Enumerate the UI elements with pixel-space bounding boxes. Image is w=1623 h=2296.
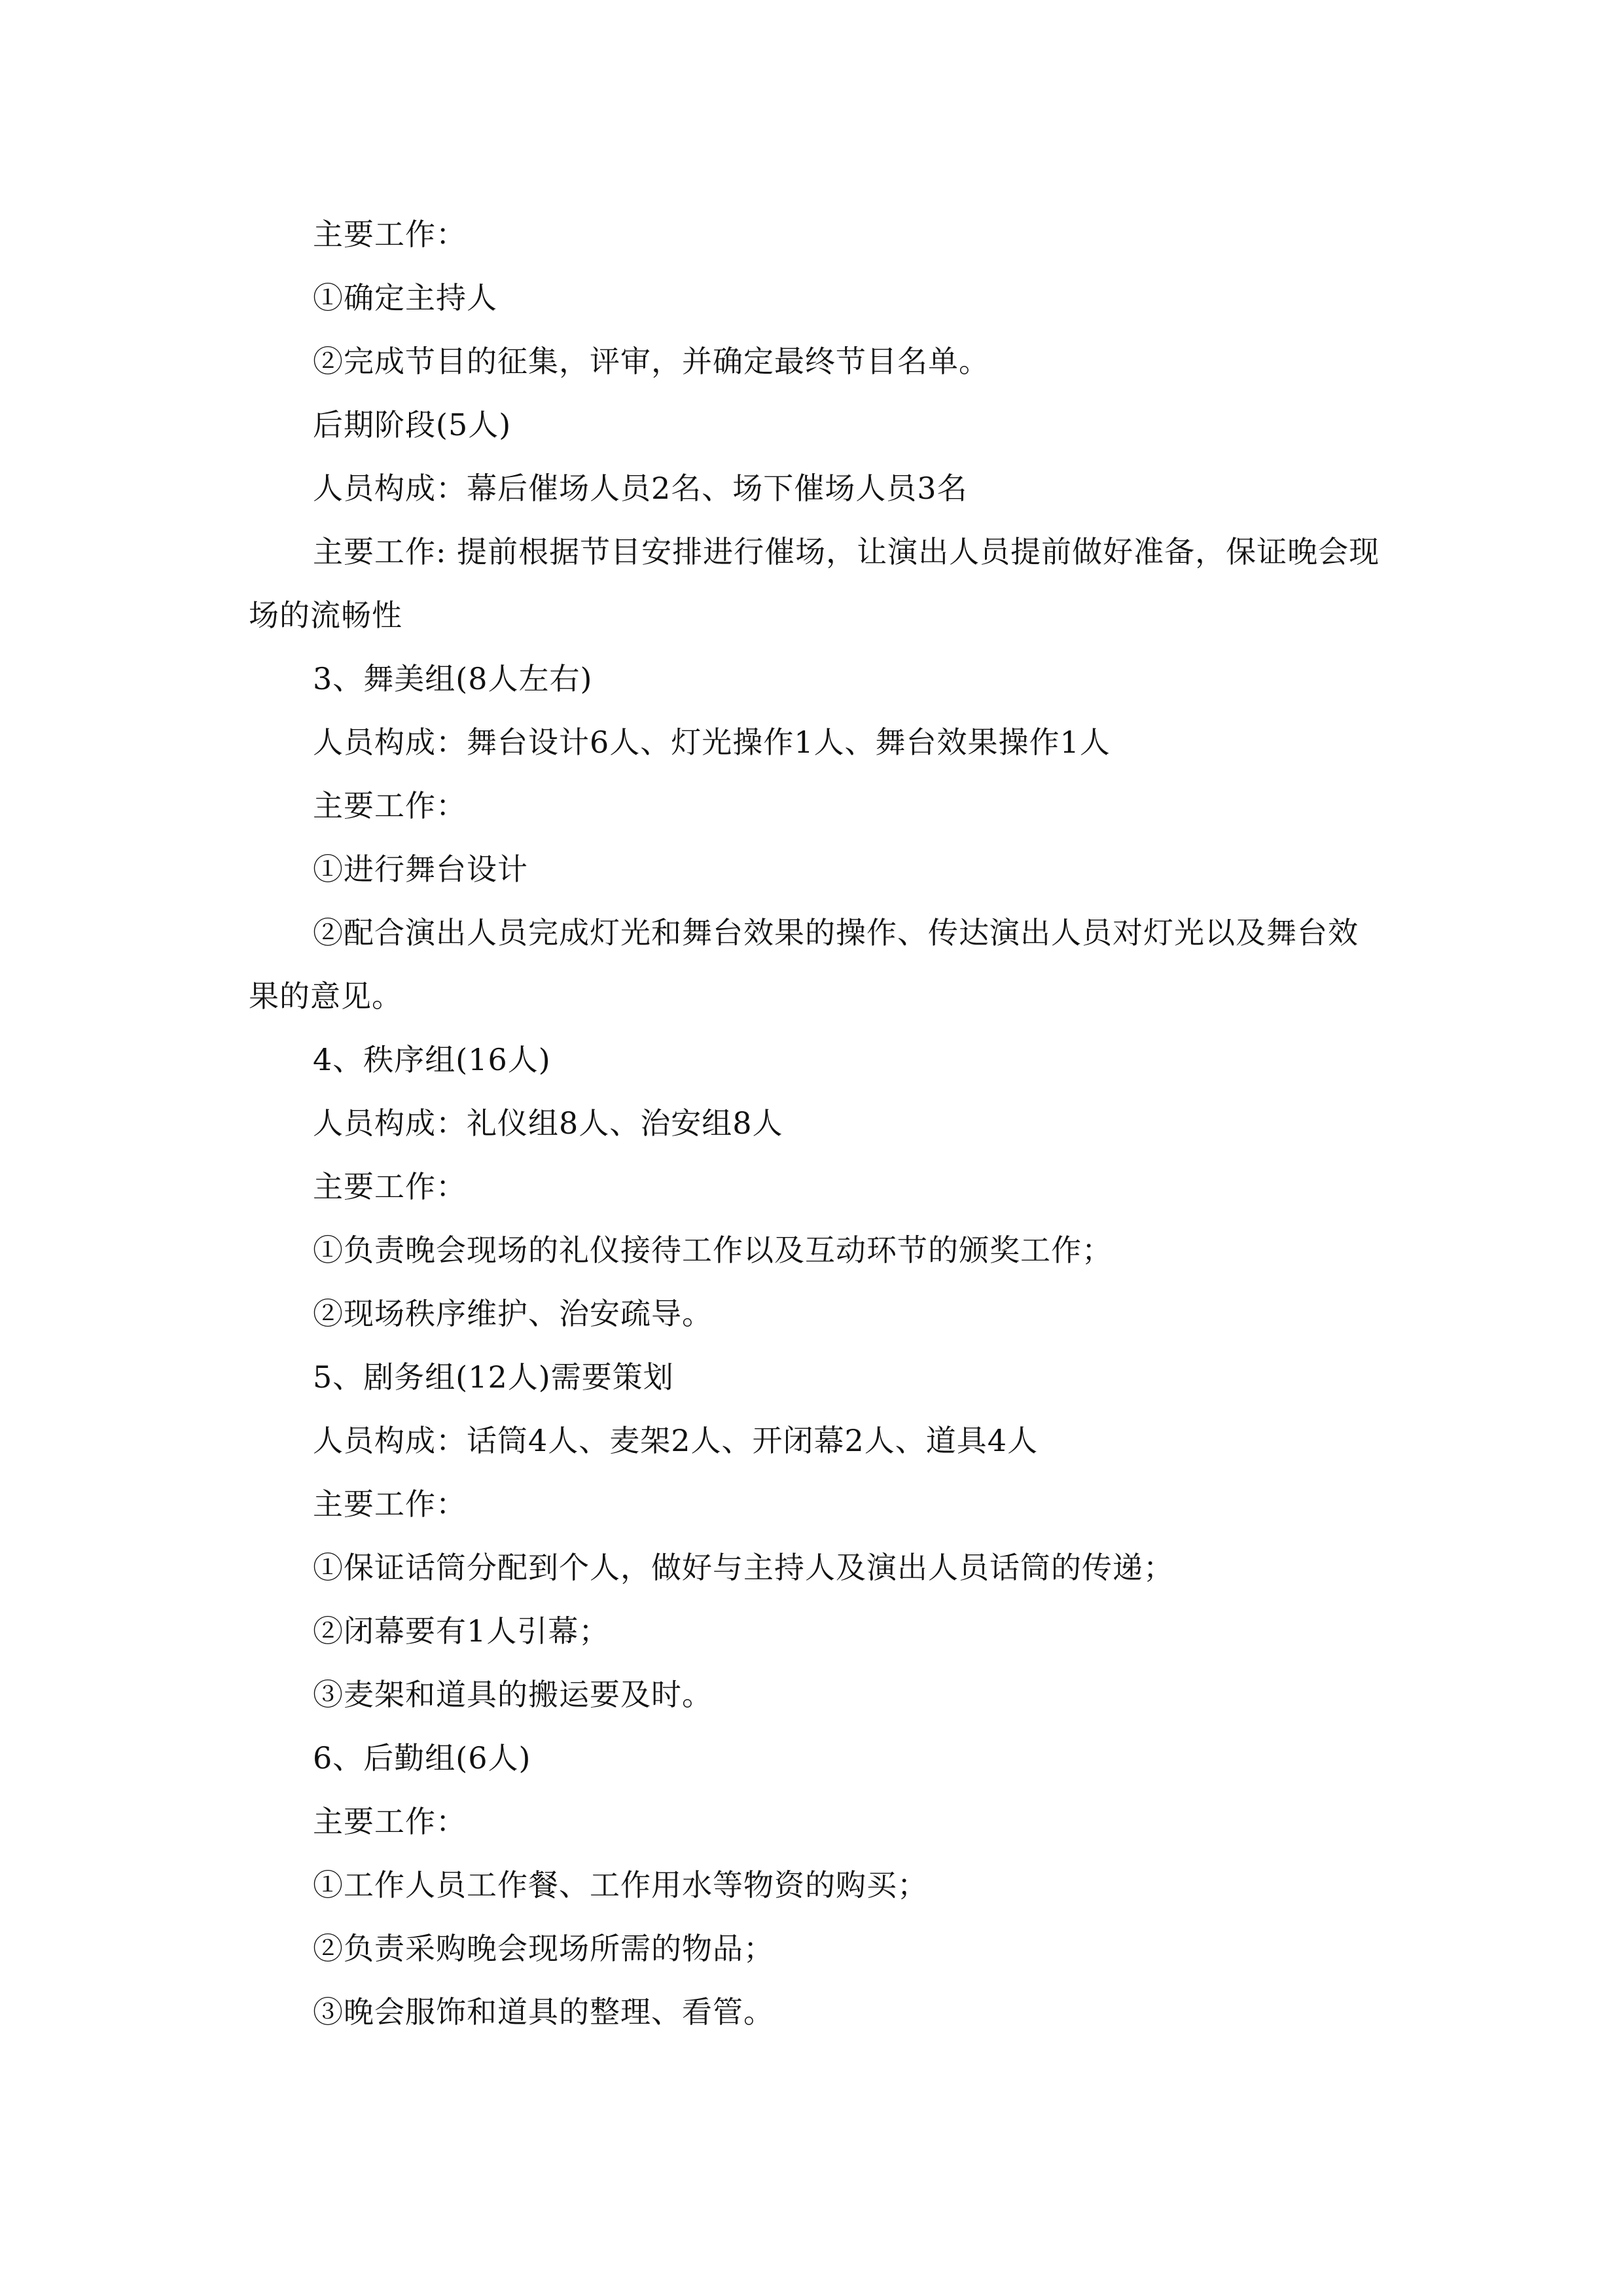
document-body <box>249 203 1387 2044</box>
list-item: ①工作人员工作餐、工作用水等物资的购买； <box>313 1867 928 1903</box>
list-item: ①负责晚会现场的礼仪接待工作以及互动环节的颁奖工作； <box>313 1232 1113 1268</box>
section-heading-late-stage: 后期阶段(5人) <box>313 407 512 442</box>
list-item: ③麦架和道具的搬运要及时。 <box>313 1677 713 1712</box>
list-item: ②负责采购晚会现场所需的物品； <box>313 1931 774 1966</box>
staff-composition: 人员构成：幕后催场人员2名、场下催场人员3名 <box>313 471 968 506</box>
main-work-description: 主要工作: 提前根据节目安排进行催场，让演出人员提前做好准备，保证晚会现场的流畅性 <box>249 534 1380 633</box>
section-heading-stage-design: 3、舞美组(8人左右) <box>313 661 593 696</box>
section-heading-main-work: 主要工作： <box>313 217 467 252</box>
section-heading-order: 4、秩序组(16人) <box>313 1042 551 1077</box>
section-heading-main-work: 主要工作： <box>313 1169 467 1204</box>
list-item: ①进行舞台设计 <box>313 852 528 887</box>
section-heading-logistics: 6、后勤组(6人) <box>313 1740 531 1776</box>
list-item: ①保证话筒分配到个人，做好与主持人及演出人员话筒的传递； <box>313 1550 1174 1585</box>
section-heading-stage-affairs: 5、剧务组(12人)需要策划 <box>313 1359 674 1395</box>
list-item: ①确定主持人 <box>313 280 497 315</box>
list-item: ③晚会服饰和道具的整理、看管。 <box>313 1994 774 2030</box>
staff-composition: 人员构成：话筒4人、麦架2人、开闭幕2人、道具4人 <box>313 1423 1039 1458</box>
section-heading-main-work: 主要工作： <box>313 1804 467 1839</box>
list-item: ②闭幕要有1人引幕； <box>313 1613 610 1649</box>
list-item: ②配合演出人员完成灯光和舞台效果的操作、传达演出人员对灯光以及舞台效果的意见。 <box>249 915 1359 1014</box>
list-item: ②完成节目的征集，评审，并确定最终节目名单。 <box>313 344 990 379</box>
staff-composition: 人员构成：舞台设计6人、灯光操作1人、舞台效果操作1人 <box>313 725 1111 760</box>
list-item: ②现场秩序维护、治安疏导。 <box>313 1296 713 1331</box>
section-heading-main-work: 主要工作： <box>313 1486 467 1522</box>
section-heading-main-work: 主要工作： <box>313 788 467 823</box>
staff-composition: 人员构成：礼仪组8人、治安组8人 <box>313 1105 783 1141</box>
